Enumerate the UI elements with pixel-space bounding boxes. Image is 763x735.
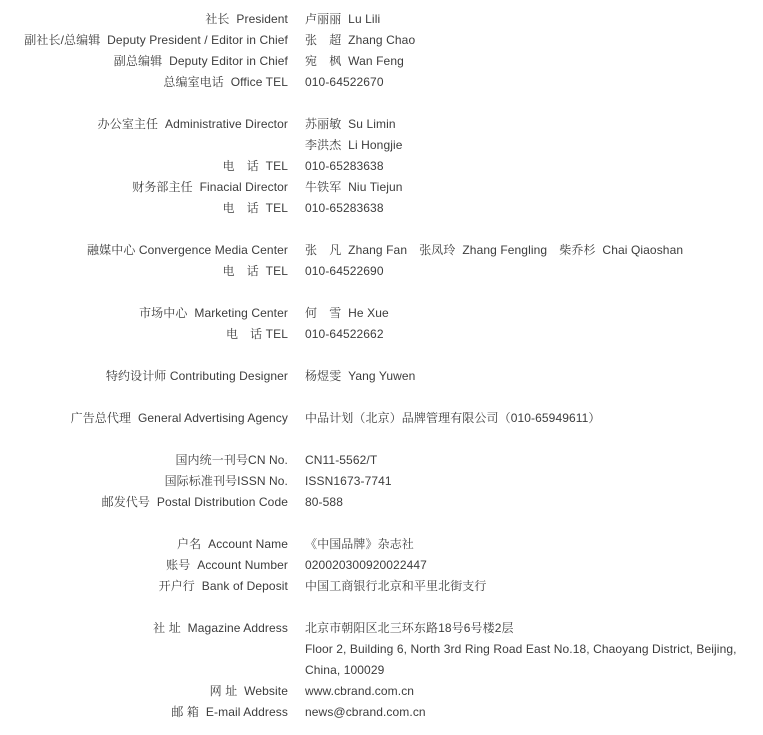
row-value: 张 凡 Zhang Fan 张凤玲 Zhang Fengling 柴乔杉 Chai Qiaoshan bbox=[305, 243, 684, 257]
masthead-row bbox=[0, 198, 763, 219]
row-value: 苏丽敏 Su Limin bbox=[305, 117, 396, 131]
masthead-row bbox=[0, 177, 763, 198]
row-label: 广告总代理 General Advertising Agency bbox=[70, 411, 288, 425]
row-label: 电 话 TEL bbox=[222, 201, 288, 215]
row-value: news@cbrand.com.cn bbox=[305, 705, 426, 719]
row-value: 010-65283638 bbox=[305, 159, 384, 173]
masthead-row bbox=[0, 240, 763, 261]
row-label: 网 址 Website bbox=[209, 684, 288, 698]
row-value: 牛铁军 Niu Tiejun bbox=[305, 180, 403, 194]
masthead-row bbox=[0, 135, 763, 156]
row-label: 邮发代号 Postal Distribution Code bbox=[101, 495, 288, 509]
row-value: 020020300920022447 bbox=[305, 558, 427, 572]
row-label: 办公室主任 Administrative Director bbox=[97, 117, 288, 131]
row-value: CN11-5562/T bbox=[305, 453, 378, 467]
masthead-row bbox=[0, 555, 763, 576]
section-publication-numbers bbox=[0, 450, 763, 513]
masthead-row bbox=[0, 51, 763, 72]
masthead-row bbox=[0, 576, 763, 597]
masthead-row bbox=[0, 408, 763, 429]
row-value: 010-64522690 bbox=[305, 264, 384, 278]
section-contact bbox=[0, 618, 763, 723]
masthead-row bbox=[0, 639, 763, 660]
section-administration bbox=[0, 114, 763, 219]
masthead-row bbox=[0, 702, 763, 723]
section-marketing bbox=[0, 303, 763, 345]
masthead-row bbox=[0, 471, 763, 492]
row-label: 电 话 TEL bbox=[222, 264, 288, 278]
row-label: 电 话 TEL bbox=[222, 159, 288, 173]
row-label: 社长 President bbox=[205, 12, 288, 26]
row-label: 开户行 Bank of Deposit bbox=[158, 579, 288, 593]
masthead-row bbox=[0, 156, 763, 177]
row-label: 副社长/总编辑 Deputy President / Editor in Chief bbox=[24, 33, 288, 47]
row-value: 80-588 bbox=[305, 495, 343, 509]
row-label: 国内统一刊号CN No. bbox=[175, 453, 288, 467]
masthead-row bbox=[0, 303, 763, 324]
masthead-row bbox=[0, 492, 763, 513]
row-label: 账号 Account Number bbox=[166, 558, 288, 572]
row-value: China, 100029 bbox=[305, 663, 385, 677]
masthead-row bbox=[0, 660, 763, 681]
row-value: 010-64522662 bbox=[305, 327, 384, 341]
masthead-row bbox=[0, 450, 763, 471]
masthead-row bbox=[0, 681, 763, 702]
row-value: 北京市朝阳区北三环东路18号6号楼2层 bbox=[305, 621, 514, 635]
row-label: 特约设计师 Contributing Designer bbox=[105, 369, 288, 383]
row-value: 中品计划（北京）品牌管理有限公司（010-65949611） bbox=[305, 411, 601, 425]
section-advertising-agency bbox=[0, 408, 763, 429]
row-value: 何 雪 He Xue bbox=[305, 306, 389, 320]
row-value: 中国工商银行北京和平里北街支行 bbox=[305, 579, 487, 593]
row-label: 总编室电话 Office TEL bbox=[163, 75, 288, 89]
row-label: 电 话 TEL bbox=[225, 327, 288, 341]
masthead-row bbox=[0, 534, 763, 555]
masthead-row bbox=[0, 114, 763, 135]
masthead-row bbox=[0, 9, 763, 30]
masthead-row bbox=[0, 618, 763, 639]
row-label: 副总编辑 Deputy Editor in Chief bbox=[113, 54, 288, 68]
section-bank-account bbox=[0, 534, 763, 597]
row-value: 宛 枫 Wan Feng bbox=[305, 54, 404, 68]
masthead-row bbox=[0, 366, 763, 387]
row-value: 《中国品牌》杂志社 bbox=[305, 537, 414, 551]
row-label: 融媒中心 Convergence Media Center bbox=[87, 243, 288, 257]
row-label: 市场中心 Marketing Center bbox=[139, 306, 288, 320]
masthead-row bbox=[0, 72, 763, 93]
row-value: 张 超 Zhang Chao bbox=[305, 33, 416, 47]
row-label: 户名 Account Name bbox=[177, 537, 288, 551]
masthead-row bbox=[0, 324, 763, 345]
row-value: www.cbrand.com.cn bbox=[305, 684, 415, 698]
row-value: 010-65283638 bbox=[305, 201, 384, 215]
row-value: ISSN1673-7741 bbox=[305, 474, 392, 488]
row-label: 国际标准刊号ISSN No. bbox=[164, 474, 288, 488]
row-label: 社 址 Magazine Address bbox=[153, 621, 288, 635]
row-value: Floor 2, Building 6, North 3rd Ring Road East No.18, Chaoyang District, Beijing, bbox=[305, 642, 737, 656]
row-value: 卢丽丽 Lu Lili bbox=[305, 12, 381, 26]
section-convergence-media bbox=[0, 240, 763, 282]
masthead-row bbox=[0, 30, 763, 51]
masthead-row bbox=[0, 261, 763, 282]
section-leadership bbox=[0, 9, 763, 93]
row-value: 010-64522670 bbox=[305, 75, 384, 89]
section-designer bbox=[0, 366, 763, 387]
row-label: 邮 箱 E-mail Address bbox=[171, 705, 288, 719]
row-label: 财务部主任 Finacial Director bbox=[132, 180, 288, 194]
row-value: 李洪杰 Li Hongjie bbox=[305, 138, 403, 152]
row-value: 杨煜雯 Yang Yuwen bbox=[305, 369, 416, 383]
